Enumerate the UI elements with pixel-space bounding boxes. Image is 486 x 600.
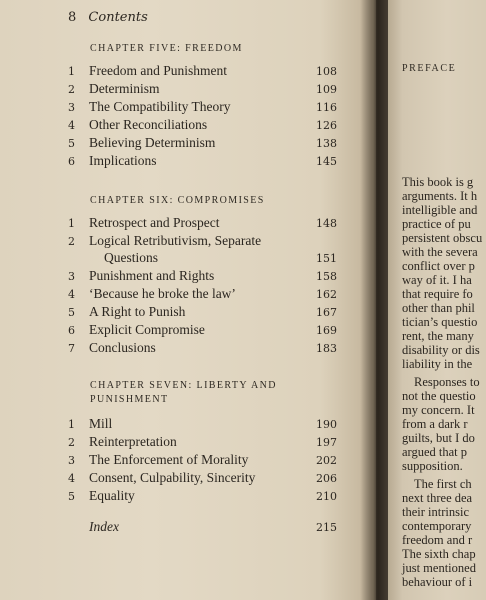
preface-line: This book is g [402,175,474,189]
entry-number: 6 [68,324,75,337]
preface-line: liability in the [402,357,473,371]
preface-line: my concern. It [402,403,475,417]
toc-entry[interactable] [0,153,376,171]
book-gutter [360,0,390,600]
chapter-heading: CHAPTER SIX: COMPROMISES [90,195,265,206]
toc-entry[interactable] [0,286,376,304]
chapter-heading [90,380,277,405]
entry-number: 4 [68,119,75,132]
preface-line: way of it. I ha [402,273,472,287]
entry-title: A Right to Punish [89,304,186,319]
entry-number: 7 [68,342,75,355]
preface-line: just mentioned [402,561,476,575]
page-header [68,10,148,25]
entry-page: 145 [316,155,337,168]
entry-title: The Enforcement of Morality [89,452,249,467]
entry-number: 4 [68,288,75,301]
toc-entry[interactable] [0,99,376,117]
toc-entry[interactable] [0,452,376,470]
entry-title: ‘Because he broke the law’ [89,286,236,301]
preface-line: conflict over p [402,259,475,273]
preface-line: not the questio [402,389,476,403]
entry-title: The Compatibility Theory [89,99,231,114]
entry-page: 138 [316,137,337,150]
preface-line: disability or dis [402,343,480,357]
preface-line: freedom and r [402,533,473,547]
toc-entry[interactable] [0,117,376,135]
entry-title: Other Reconciliations [89,117,208,132]
entry-page: 148 [316,217,337,230]
entry-title: Explicit Compromise [89,322,205,337]
entry-page: 190 [316,418,337,431]
preface-line: rent, the many [402,329,474,343]
toc-entry[interactable] [0,63,376,81]
entry-number: 3 [68,101,75,114]
entry-title: Punishment and Rights [89,268,215,283]
entry-number: 5 [68,306,75,319]
toc-entry[interactable] [0,81,376,99]
entry-title: Implications [89,153,157,168]
entry-title: Believing Determinism [89,135,216,150]
entry-page: 169 [316,324,337,337]
entry-number: 3 [68,454,75,467]
entry-number: 1 [68,217,75,230]
toc-entry[interactable] [0,304,376,322]
preface-line: guilts, but I do [402,431,475,445]
entry-title-continued: Questions [104,250,158,265]
preface-line: arguments. It h [402,189,478,203]
preface-line: other than phil [402,301,475,315]
toc-entry[interactable] [0,470,376,488]
preface-line: their intrinsic [402,505,469,519]
entry-title: Conclusions [89,340,156,355]
toc-entry[interactable] [0,268,376,286]
entry-number: 5 [68,490,75,503]
preface-line: with the severa [402,245,478,259]
entry-page: 108 [316,65,337,78]
entry-title: Mill [89,416,113,431]
entry-title: Logical Retributivism, Separate [89,233,262,248]
entry-page: 162 [316,288,337,301]
entry-page: 109 [316,83,337,96]
toc-index-entry[interactable] [0,519,376,537]
right-page [388,0,486,600]
index-page: 215 [316,521,337,534]
entry-number: 6 [68,155,75,168]
chapter-heading-line2: PUNISHMENT [90,394,169,405]
entry-page: 151 [316,252,337,265]
preface-heading: PREFACE [402,63,457,74]
entry-page: 167 [316,306,337,319]
entry-number: 4 [68,472,75,485]
preface-line: The first ch [414,477,472,491]
entry-number: 2 [68,436,75,449]
toc-entry[interactable] [0,135,376,153]
entry-title: Equality [89,488,135,503]
entry-title: Reinterpretation [89,434,177,449]
preface-line: Responses to [414,375,480,389]
preface-line: that require fo [402,287,473,301]
entry-page: 116 [316,101,337,114]
entry-page: 210 [316,490,337,503]
entry-number: 2 [68,83,75,96]
entry-title: Determinism [89,81,160,96]
page-title: Contents [88,10,148,25]
entry-page: 197 [316,436,337,449]
preface-line: behaviour of i [402,575,473,589]
entry-page: 183 [316,342,337,355]
preface-line: tician’s questio [402,315,478,329]
entry-page: 206 [316,472,337,485]
toc-entry[interactable] [0,215,376,233]
entry-number: 1 [68,418,75,431]
toc-entry[interactable] [0,434,376,452]
entry-number: 5 [68,137,75,150]
preface-line: practice of pu [402,217,471,231]
toc-entry[interactable] [0,340,376,358]
entry-title: Freedom and Punishment [89,63,227,78]
entry-page: 126 [316,119,337,132]
toc-entry[interactable] [0,233,376,251]
chapter-heading-line1: CHAPTER SEVEN: LIBERTY AND [90,380,277,391]
preface-line: intelligible and [402,203,478,217]
preface-line: supposition. [402,459,463,473]
toc-entry[interactable] [0,416,376,434]
preface-line: persistent obscu [402,231,483,245]
preface-line: contemporary [402,519,472,533]
entry-page: 158 [316,270,337,283]
toc-entry[interactable] [0,488,376,506]
entry-number: 2 [68,235,75,248]
preface-line: The sixth chap [402,547,476,561]
entry-number: 1 [68,65,75,78]
page-number: 8 [68,10,77,25]
preface-line: argued that p [402,445,468,459]
entry-page: 202 [316,454,337,467]
entry-number: 3 [68,270,75,283]
entry-title: Consent, Culpability, Sincerity [89,470,256,485]
chapter-heading: CHAPTER FIVE: FREEDOM [90,43,243,54]
index-title: Index [89,519,119,534]
toc-entry-continuation[interactable] [0,250,376,268]
preface-line: next three dea [402,491,473,505]
preface-line: from a dark r [402,417,468,431]
entry-title: Retrospect and Prospect [89,215,220,230]
toc-entry[interactable] [0,322,376,340]
